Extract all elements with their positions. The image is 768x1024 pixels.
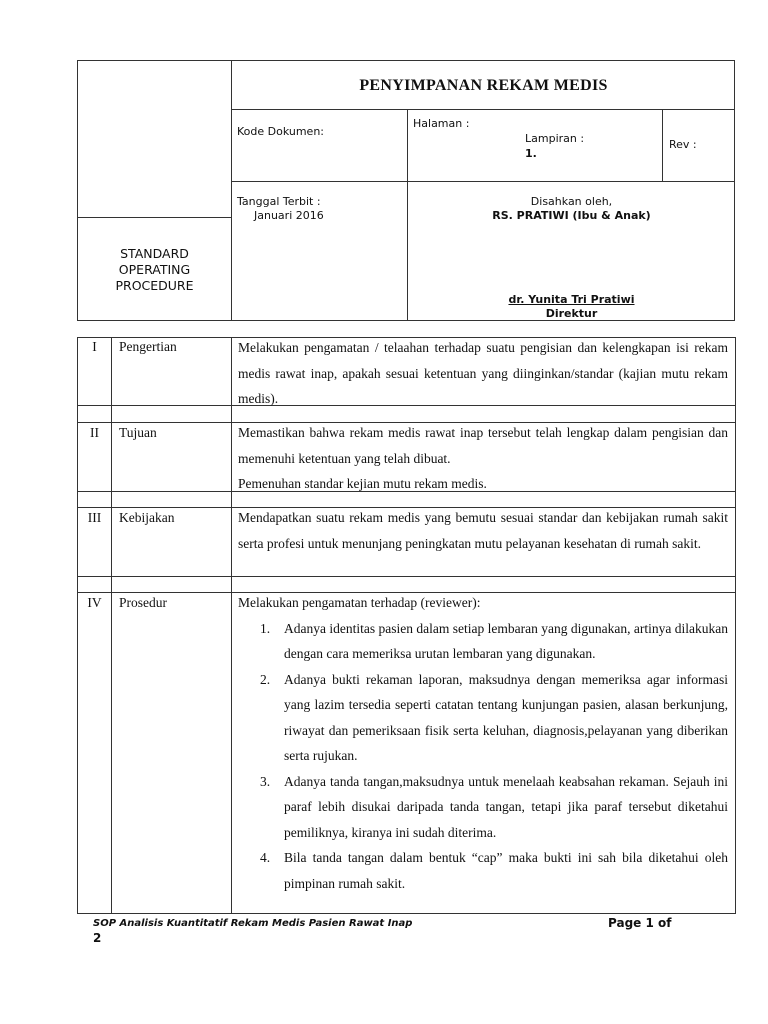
table-divider	[78, 576, 735, 577]
section-number: I	[92, 339, 97, 354]
list-item	[238, 616, 728, 667]
prosedur-steps	[238, 616, 728, 897]
paragraph: Mendapatkan suatu rekam medis yang bemutu sesuai standar dan kebijakan rumah sakit serta profesi untuk menunjang peningkatan mutu pelayanan kesehatan di rumah sakit.	[238, 510, 728, 551]
sop-line: STANDARD	[120, 246, 189, 261]
section-label-prosedur: Prosedur	[119, 595, 167, 610]
paragraph: Memastikan bahwa rekam medis rawat inap tersebut telah lengkap dalam pengisian dan memenuhi ketentuan yang telah dibuat.	[238, 425, 728, 466]
header-divider	[662, 109, 663, 181]
step-text: Adanya bukti rekaman laporan, maksudnya dengan memeriksa agar informasi yang lazim tersedia seperti catatan tentang kunjungan pasien, alasan berkunjung, riwayat dan pemeriksaan fisik serta keluhan, diagnosis,pelayanan yang diberikan serta rujukan.	[284, 671, 728, 763]
halaman-label: Halaman :	[413, 117, 470, 130]
section-label-kebijakan: Kebijakan	[119, 510, 175, 525]
section-number: IV	[87, 595, 102, 610]
step-number: 4.	[260, 850, 271, 865]
section-label-tujuan: Tujuan	[119, 425, 157, 440]
tanggal-terbit-value: Januari 2016	[254, 209, 324, 222]
section-text-tujuan	[238, 420, 728, 497]
step-text: Adanya identitas pasien dalam setiap lembaran yang digunakan, artinya dilakukan dengan cara memeriksa urutan lembaran yang digunakan.	[284, 620, 728, 661]
tanggal-terbit-label: Tanggal Terbit :	[237, 195, 321, 208]
paragraph: Pemenuhan standar kejian mutu rekam medis.	[238, 476, 487, 491]
section-number: III	[87, 510, 102, 525]
prosedur-intro: Melakukan pengamatan terhadap (reviewer):	[238, 595, 481, 610]
section-text-kebijakan	[238, 505, 728, 556]
section-text-prosedur	[238, 590, 728, 896]
step-number: 3.	[260, 773, 271, 789]
table-divider	[111, 338, 112, 913]
lampiran-label: Lampiran :	[525, 132, 585, 145]
step-number: 2.	[260, 671, 271, 687]
header-divider	[78, 217, 231, 218]
footer-document-name: SOP Analisis Kuantitatif Rekam Medis Pasien Rawat Inap	[93, 918, 413, 929]
list-item	[238, 667, 728, 769]
section-text-pengertian	[238, 335, 728, 412]
header-divider	[231, 109, 734, 110]
footer-page-total: 2	[93, 931, 102, 945]
header-divider	[231, 181, 734, 182]
signatory-name: dr. Yunita Tri Pratiwi	[508, 293, 635, 306]
section-label-pengertian: Pengertian	[119, 339, 177, 354]
lampiran-value: 1.	[525, 147, 537, 160]
rev-label: Rev :	[669, 138, 697, 151]
footer-page-label: Page 1 of	[608, 916, 672, 930]
document-header-table	[77, 60, 735, 321]
step-text: Adanya tanda tangan,maksudnya untuk menelaah keabsahan rekaman. Sejauh ini paraf lebih disukai daripada tanda tangan, tetapi jika paraf tersebut diketahui pemiliknya, kiranya ini sudah diterima.	[284, 773, 728, 840]
paragraph: Melakukan pengamatan / telaahan terhadap suatu pengisian dan kelengkapan isi rekam medis rawat inap, apakah sesuai ketentuan yang diinginkan/standar (kajian mutu rekam medis).	[238, 340, 728, 406]
step-number: 1.	[260, 620, 271, 636]
list-item	[238, 845, 728, 896]
header-divider	[231, 61, 232, 320]
institution-name: RS. PRATIWI (Ibu & Anak)	[492, 209, 651, 222]
kode-dokumen-label: Kode Dokumen:	[237, 125, 325, 138]
signatory-title: Direktur	[545, 307, 598, 320]
sop-line: OPERATING	[118, 262, 191, 277]
sop-label	[78, 246, 231, 294]
disahkan-label: Disahkan oleh,	[530, 195, 613, 208]
document-title: PENYIMPANAN REKAM MEDIS	[359, 77, 608, 94]
table-divider	[231, 338, 232, 913]
step-text: Bila tanda tangan dalam bentuk “cap” maka bukti ini sah bila diketahui oleh pimpinan rumah sakit.	[284, 850, 728, 891]
list-item	[238, 769, 728, 846]
sop-line: PROCEDURE	[115, 278, 194, 293]
sop-content-table	[77, 337, 736, 914]
section-number: II	[90, 425, 99, 440]
